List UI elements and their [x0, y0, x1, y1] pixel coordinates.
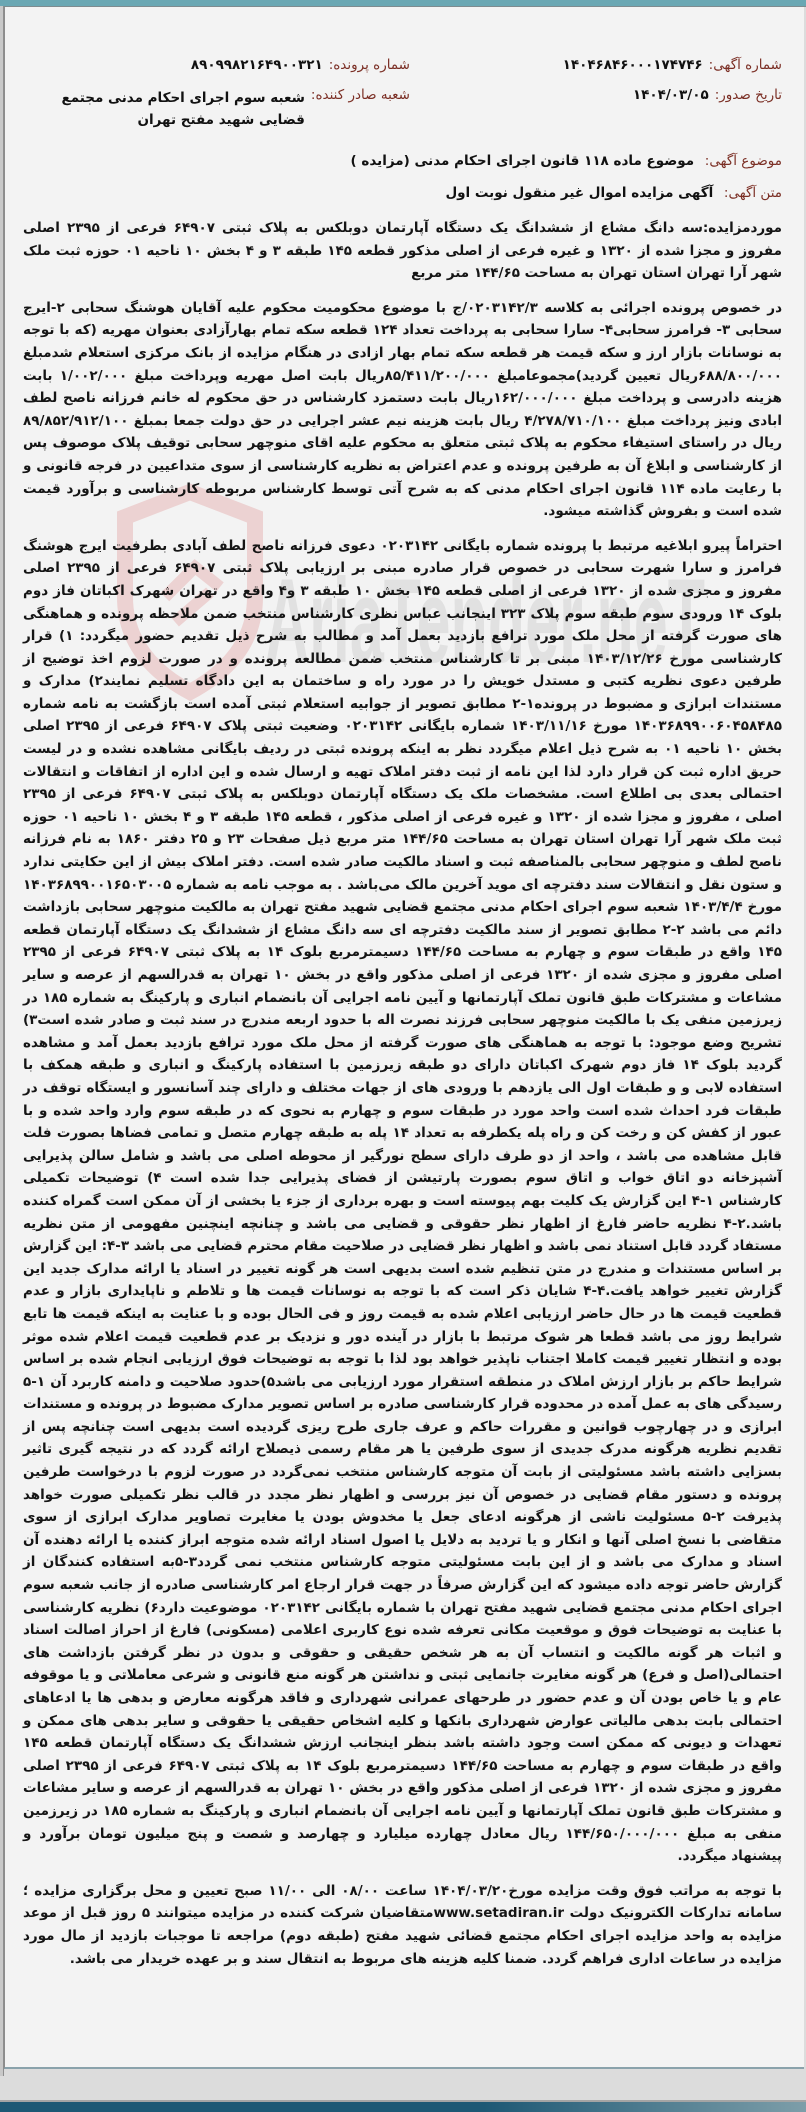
meta-row-2 — [23, 87, 782, 131]
auction-schedule-paragraph: با توجه به مراتب فوق وقت مزایده مورخ۱۴۰۴/۰۳/۲۰ ساعت ۰۸/۰۰ الی ۱۱/۰۰ صبح تعیین و محل برگزاری مزایده ؛سامانه تدارکات الکترونیک دولت www.setadiran.irمتقاضیان شرکت کننده در مزایده میتوانند ۵ روز قبل از موعد مزایده به واحد مزایده اجرای احکام مجتمع قضائی شهید مفتح (طبقه دوم) مراجعه تا موجبات بازدید از مال مورد مزایده در ساعات اداری فراهم گردد. ضمنا کلیه هزینه های مربوط به انتقال سند و بر عهده خریدار می باشد. — [23, 1882, 782, 1967]
auction-item-paragraph: موردمزایده:سه دانگ مشاع از ششدانگ یک دستگاه آپارتمان دوبلکس به پلاک ثبتی ۶۴۹۰۷ فرعی از ۲۳۹۵ اصلی مفروز و مجزا شده از ۱۳۲۰ و غیره فرعی از اصلی مذکور قطعه ۱۴۵ طبقه ۳ و ۴ بخش ۱۰ ناحیه ۰۱ حوزه ثبت ملک شهر آرا تهران استان تهران به مساحت ۱۴۴/۶۵ متر مربع — [23, 220, 783, 282]
text-label: متن آگهی: — [723, 185, 782, 201]
notice-number-label: شماره آگهی: — [708, 57, 782, 73]
watermark-text: AriaTender.neT — [265, 554, 705, 688]
file-number-label: شماره پرونده: — [328, 57, 410, 73]
window-top-bar — [0, 0, 806, 7]
expert-report-paragraph: احتراماً پیرو ابلاغیه مرتبط با پرونده شماره بایگانی ۰۲۰۳۱۴۲ دعوی فرزانه ناصح لطف آبادی بطرفیت ایرج هوشنگ فرامرز و سارا شهرت سحابی در خصوص قرار صادره مبنی بر ارزیابی پلاک ثبتی ۶۴۹۰۷ فرعی از ۲۳۹۵ اصلی مفروز و مجزی شده از ۱۳۲۰ فرعی از اصلی قطعه ۱۴۵ بخش ۱۰ طبقه ۳ و۴ واقع در تهران شهرک اکباتان فاز دوم بلوک ۱۴ ورودی سوم طبقه سوم پلاک ۳۲۳ اینجانب عباس نظری کارشناس منتخب ضمن ملاحظه پرونده و هماهنگی های صورت گرفته از محل ملک مورد ترافع بازدید بعمل آمد و مطالب به شرح ذیل تقدیم حضور میگردد: ۱) قرار کارشناسی مورخ ۱۴۰۳/۱۲/۲۶ مبنی بر تا کارشناس منتخب ضمن مطالعه پرونده و در صورت لزوم اخذ توضیح از طرفین دعوی نظریه کتبی و مستدل خویش را در مورد راه و ساختمان به این دادگاه تسلیم نمایند۲) مدارک و مستندات ابرازی و مضبوط در پرونده۱-۲ مطابق تصویر از جوابیه استعلام ثبتی آمده است بازگشت به نامه شماره ۱۴۰۳۶۸۹۹۰۰۶۰۴۵۸۴۸۵ مورخ ۱۴۰۳/۱۱/۱۶ شماره بایگانی ۰۲۰۳۱۴۲ وضعیت ثبتی پلاک ۶۴۹۰۷ فرعی از ۲۳۹۵ اصلی بخش ۱۰ ناحیه ۰۱ به شرح ذیل اعلام میگردد نظر به اینکه پرونده ثبتی در ردیف بایگانی مشاهده نشده و در لیست حریق اداره ثبت کن قرار دارد لذا این نامه از ثبت دفتر املاک تهیه و ارسال شده و این اداره از اتفاقات و انتقالات احتمالی بعدی بی اطلاع است. مشخصات ملک یک دستگاه آپارتمان دوبلکس به پلاک ثبتی ۶۴۹۰۷ فرعی از ۲۳۹۵ اصلی ، مفروز و مجزا شده از ۱۳۲۰ و غیره فرعی از اصلی مذکور ، قطعه ۱۴۵ طبقه ۳ و ۴ بخش ۱۰ ناحیه ۰۱ حوزه ثبت ملک شهر آرا تهران استان تهران به مساحت ۱۴۴/۶۵ متر مربع ذیل صفحات ۲۳ و ۲۵ دفتر ۱۸۶۰ به نام فرزانه ناصح لطف و منوچهر سحابی بالمناصفه ثبت و اسناد مالکیت صادر شده است. دفتر املاک بیش از این حکایتی ندارد و ستون نقل و انتقالات سند دفترچه ای موید آخرین مالک می‌باشد . به موجب نامه به شماره ۱۴۰۳۶۸۹۹۰۰۱۶۵۰۳۰۰۵ مورخ ۱۴۰۳/۴/۴ شعبه سوم اجرای احکام مدنی مجتمع قضایی شهید مفتح تهران به مالکیت منوچهر سحابی بازداشت دائم می باشد ۲-۲ مطابق تصویر از سند مالکیت دفترچه ای سه دانگ مشاع از ششدانگ یک دستگاه آپارتمان قطعه ۱۴۵ واقع در طبقات سوم و چهارم به مساحت ۱۴۴/۶۵ دسیمترمربع بلوک ۱۴ به پلاک ثبتی ۶۴۹۰۷ فرعی از ۲۳۹۵ اصلی مفروز و مجزی شده از ۱۳۲۰ فرعی از اصلی مذکور واقع در بخش ۱۰ تهران به قدرالسهم از عرصه و سایر مشاعات و مشترکات طبق قانون تملک آپارتمانها و آیین نامه اجرایی آن بانضمام انباری و پارکینگ به شماره ۱۸۵ در زیرزمین منفی یک با مالکیت منوچهر سحابی فرزند نصرت اله با حدود اربعه مندرج در سند ثبت و صادر شده است۳) تشریح وضع موجود: با توجه به هماهنگی های صورت گرفته از محل ملک مورد ترافع بازدید بعمل آمد و مشاهده گردید بلوک ۱۴ فاز دوم شهرک اکباتان دارای دو طبقه زیرزمین با استفاده پارکینگ و انباری و طبقه همکف با استفاده لابی و و طبقات اول الی یازدهم با ورودی های از جهات مختلف و دارای چند آسانسور و ایستگاه توقف در طبقات فرد احداث شده است واحد مورد در طبقات سوم و چهارم به نحوی که در طبقه سوم وارد واحد شده و با عبور از کفش کن و رخت کن و راه پله یکطرفه به تعداد ۱۴ پله به طبقه چهارم متصل و تمامی فضاها بصورت فلت قابل مشاهده می باشد ، واحد از دو طرف دارای سطح نورگیر از محوطه اصلی می باشد و شامل سالن پذیرایی آشپزخانه دو اتاق خواب و اتاق سوم بصورت پارتیشن از فضای پذیرایی جدا شده است ۴) توضیحات تکمیلی کارشناس ۱-۴ این گزارش یک کلیت بهم پیوسته است و بهره برداری از جزء یا بخشی از آن ممکن است گمراه کننده باشد.۲-۴ نظریه حاضر فارغ از اظهار نظر حقوقی و قضایی می باشد و چنانچه اینچنین مفهومی از متن نظریه مستفاد گردد قابل استناد نمی باشد و اظهار نظر قضایی در صلاحیت مقام محترم قضایی می باشد ۳-۴: این گزارش بر اساس مستندات و مندرج در متن تنظیم شده است بدیهی است هر گونه تغییر در اسناد یا ارائه مدارک جدید این گزارش تغییر خواهد یافت.۴-۴ شایان ذکر است که با توجه به نوسانات قیمت ها و تلاطم و ناپایداری بازار و عدم قطعیت قیمت ها در حال حاضر ارزیابی اعلام شده به قیمت روز و فی الحال بوده و با عنایت به اینکه قیمت ها تابع شرایط روز می باشد قطعا هر شوک مرتبط با بازار در آینده دور و نزدیک بر عدم قطعیت قیمت اعلام شده موثر بوده و انتظار تغییر قیمت کاملا اجتناب ناپذیر خواهد بود لذا با توجه به توضیحات فوق ارزیابی انجام شده بر اساس شرایط حاکم بر بازار ارزش املاک در منطقه استقرار مورد ارزیابی می باشد۵)حدود صلاحیت و دامنه کاربرد آن ۱-۵ رسیدگی های به عمل آمده در محدوده قرار کارشناسی صادره بر اساس تصویر مدارک مضبوط در پرونده و مستندات ابرازی و در چهارچوب قوانین و مقررات حاکم و عرف جاری طرح ریزی گردیده است بدیهی است چنانچه پس از تقدیم نظریه هرگونه مدرک جدیدی از سوی طرفین یا هر مقام رسمی ذیصلاح ارائه گردد که در نتیجه گیری تاثیر بسزایی داشته باشد مسئولیتی از بابت آن متوجه کارشناس منتخب نمی‌گردد در صورت لزوم با درخواست طرفین پرونده و دستور مقام قضایی در خصوص آن نیز بررسی و اظهار نظر مجدد در قالب نظر تکمیلی صورت خواهد پذیرفت ۲-۵ مسئولیت ناشی از هرگونه ادعای جعل یا مخدوش بودن یا مغایرت تصاویر مدارک ابرازی از سوی متقاضی با نسخ اصلی آنها و انکار و یا تردید به دلایل یا اصول اسناد ارائه شده متوجه ابراز کننده یا ارائه دهنده آن اسناد و مدارک می باشد و از این بابت مسئولیتی متوجه کارشناس منتخب نمی گردد۳-۵به استفاده کنندگان از گزارش حاضر توجه داده میشود که این گزارش صرفاً در جهت قرار ارجاع امر کارشناسی صادره از جانب شعبه سوم اجرای احکام مدنی مجتمع قضایی شهید مفتح تهران با شماره بایگانی ۰۲۰۳۱۴۲ موضوعیت دارد۶) نظریه کارشناسی با عنایت به توضیحات فوق و موقعیت مکانی تعرفه شده نوع کاربری اعلامی (مسکونی) فارغ از احراز اصالت اسناد و اثبات هر گونه مالکیت و انتساب آن به هر شخص حقیقی و حقوقی و بدون در نظر گرفتن بازداشت های احتمالی(اصل و فرع) هر گونه مغایرت جانمایی ثبتی و نداشتن هر گونه منع قانونی و شرعی معاملاتی و یا موقوفه عام و یا خاص بودن آن و عدم حضور در طرحهای عمرانی شهرداری و فاقد هرگونه معارض و بدهی ها یا ادعاهای احتمالی بابت بدهی مالیاتی عوارض شهرداری بانکها و کلیه اشخاص حقیقی یا حقوقی و سایر بدهی های ممکن و تعهدات و دیونی که ممکن است وجود داشته باشد بنظر اینجانب ارزش ششدانگ یک دستگاه آپارتمان قطعه ۱۴۵ واقع در طبقات سوم و چهارم به مساحت ۱۴۴/۶۵ دسیمترمربع بلوک ۱۴ به پلاک ثبتی ۶۴۹۰۷ فرعی از ۲۳۹۵ اصلی مفروز و مجزی شده از ۱۳۲۰ فرعی از اصلی مذکور واقع در بخش ۱۰ تهران به قدرالسهم از عرصه و سایر مشاعات و مشترکات طبق قانون تملک آپارتمانها و آیین نامه اجرایی آن بانضمام انباری و پارکینگ به شماره ۱۸۵ در زیرزمین منفی به مبلغ ۱۴۴/۶۵۰/۰۰۰/۰۰۰ ریال معادل چهارده میلیارد و چهارصد و شصت و پنج میلیون تومان برآورد و پیشنهاد میگردد. — [23, 537, 783, 1865]
subject-label: موضوع آگهی: — [704, 153, 782, 169]
notice-panel — [4, 7, 804, 2069]
issuing-branch-value: شعبه سوم اجرای احکام مدنی مجتمع قضایی شهید مفتح تهران — [61, 90, 305, 128]
text-title-field — [23, 185, 782, 201]
file-number-value: ۸۹۰۹۹۸۲۱۶۴۹۰۰۳۲۱ — [190, 57, 323, 73]
notice-number-value: ۱۴۰۴۶۸۴۶۰۰۰۱۷۴۷۴۶ — [562, 57, 703, 73]
text-title-value: آگهی مزایده اموال غیر منقول نوبت اول — [445, 185, 714, 201]
issue-date-label: تاریخ صدور: — [714, 87, 782, 103]
meta-row-1 — [23, 57, 782, 73]
issue-date-value: ۱۴۰۴/۰۳/۰۵ — [632, 87, 709, 103]
issuing-branch-label: شعبه صادر کننده: — [310, 87, 410, 103]
file-number-field — [23, 57, 410, 73]
subject-value: موضوع ماده ۱۱۸ قانون اجرای احکام مدنی (مزایده ) — [350, 153, 695, 169]
notice-meta — [23, 57, 782, 145]
notice-body — [23, 153, 782, 1982]
subject-field — [23, 153, 782, 169]
window-bottom-bar — [0, 2102, 806, 2112]
issuing-branch-field — [23, 87, 410, 131]
issue-date-field — [410, 87, 782, 103]
case-details-paragraph: در خصوص پرونده اجرائی به کلاسه ۰۲۰۳۱۴۲/۳/ج با موضوع محکومیت محکوم علیه آقایان هوشنگ سحابی ۲-ایرج سحابی ۳- فرامرز سحابی۴- سارا سحابی به پرداخت تعداد ۱۲۴ قطعه سکه تمام بهارآزادی بعنوان مهریه (که با توجه به نوسانات بازار ارز و سکه قیمت هر قطعه سکه تمام بهار ازادی در هنگام مزایده از بانک مرکزی استعلام شدمبلغ ۶۸۸/۸۰۰/۰۰۰ریال تعیین گردید)مجموعامبلغ ۸۵/۴۱۱/۲۰۰/۰۰۰ریال بابت اصل مهریه وپرداخت مبلغ ۱/۰۰۲/۰۰۰ بابت هزینه دادرسی و پرداخت مبلغ ۱۶۲/۰۰۰/۰۰۰ریال بابت دستمزد کارشناس در حق محکوم له خانم فرزانه ناصح لطف ابادی ونیز پرداخت مبلغ ۴/۲۷۸/۷۱۰/۱۰۰ ریال بابت هزینه نیم عشر اجرایی در حق دولت جمعا بمبلغ ۸۹/۸۵۲/۹۱۲/۱۰۰ ریال در راستای استیفاء محکوم به پلاک ثبتی متعلق به محکوم علیه اقای منوچهر سحابی توقیف پلاک موصوف پس از کارشناسی و ابلاغ آن به طرفین پرونده و عدم اعتراض به نظریه کارشناسی از سوی متداعیین در فرجه قانونی و با رعایت ماده ۱۱۴ قانون اجرای احکام مدنی که به شرح آتی توسط کارشناس مربوطه کارشناسی و برآورد قیمت شده است و بفروش گذاشته میشود. — [23, 299, 782, 520]
notice-number-field — [410, 57, 782, 73]
